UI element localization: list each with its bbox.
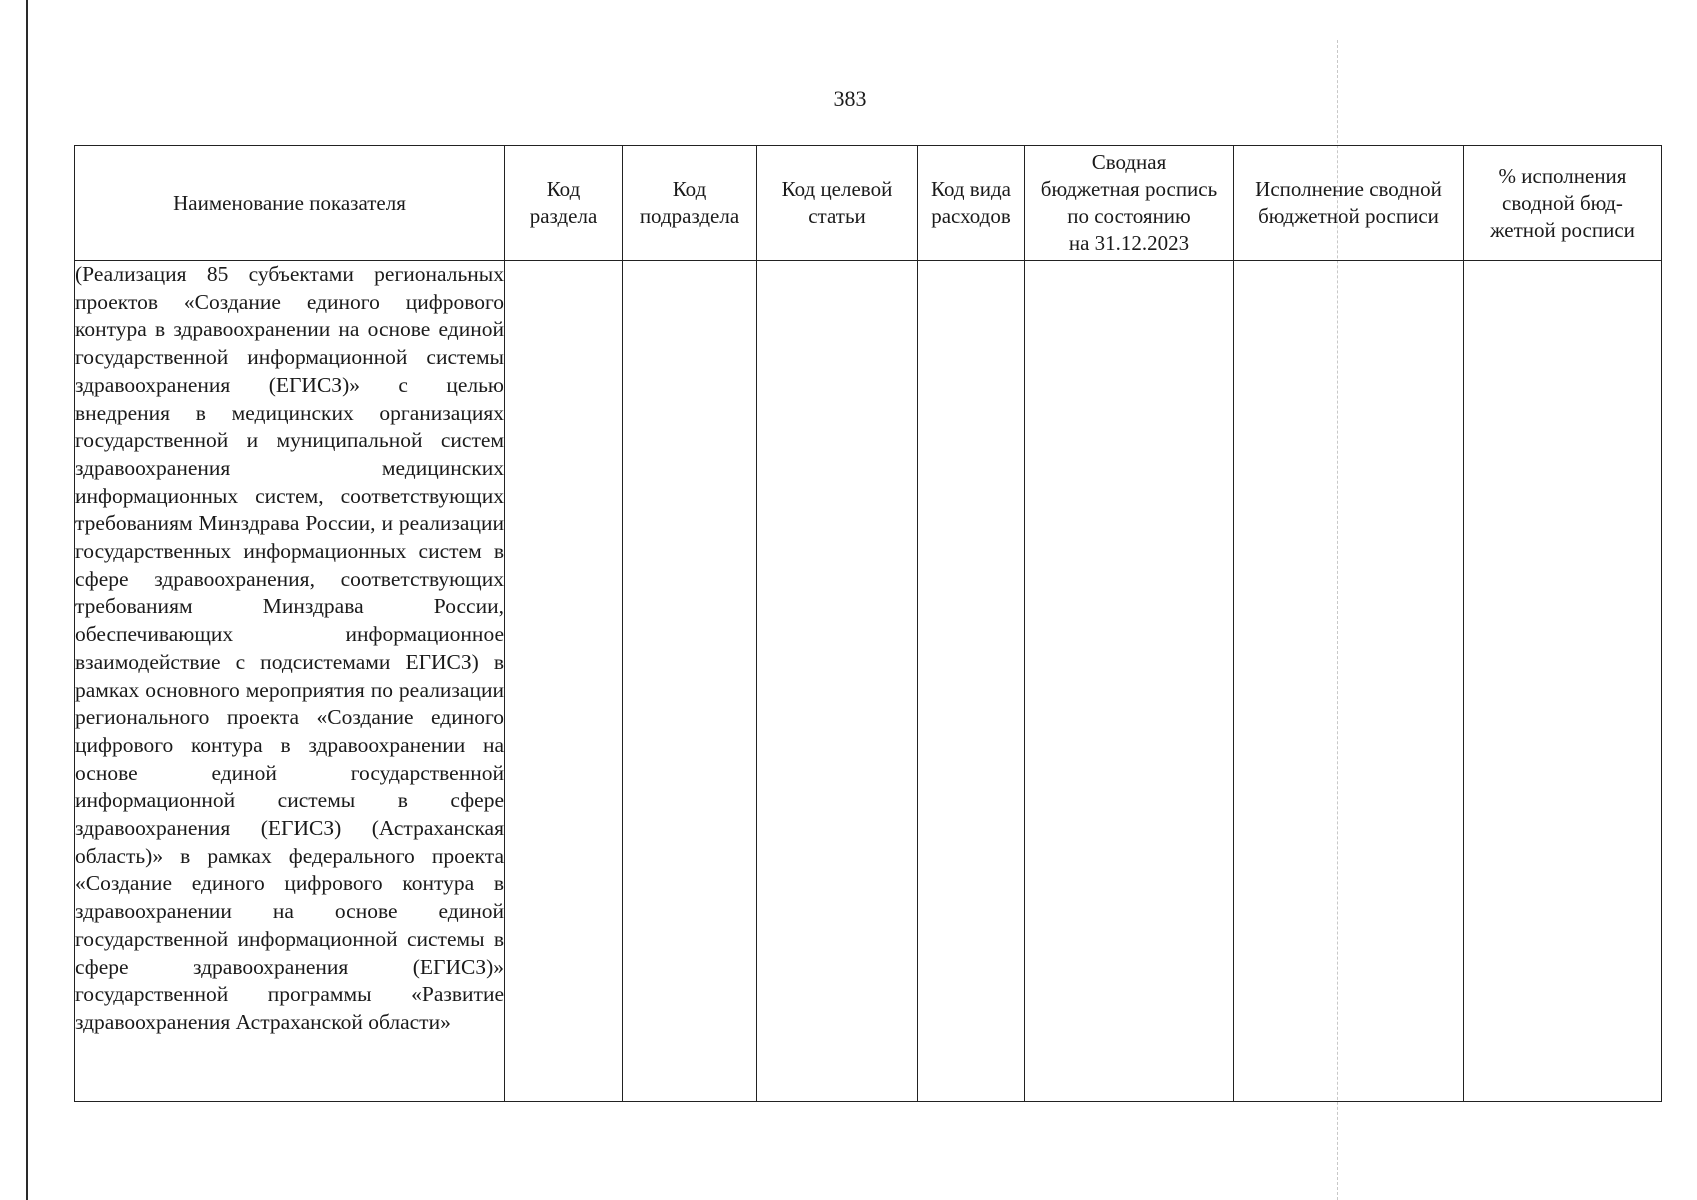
subsection-code-cell: [623, 261, 757, 1102]
header-target-article-code: Код целевой статьи: [757, 146, 918, 261]
header-budget-execution: Исполнение сводной бюджетной росписи: [1234, 146, 1464, 261]
header-expense-type-code: Код вида расходов: [918, 146, 1025, 261]
header-subsection-code: Код подраздела: [623, 146, 757, 261]
expense-type-code-cell: [918, 261, 1025, 1102]
header-execution-percent: % исполнения сводной бюд- жетной росписи: [1464, 146, 1662, 261]
execution-percent-cell: [1464, 261, 1662, 1102]
target-article-code-cell: [757, 261, 918, 1102]
binding-line: [26, 0, 28, 1200]
header-indicator-name: Наименование показателя: [75, 146, 505, 261]
table-header-row: [75, 146, 1662, 261]
budget-plan-cell: [1025, 261, 1234, 1102]
header-section-code: Код раздела: [505, 146, 623, 261]
section-code-cell: [505, 261, 623, 1102]
budget-execution-cell: [1234, 261, 1464, 1102]
budget-table: [74, 145, 1662, 1102]
header-budget-plan: Сводная бюджетная роспись по состоянию на 31.12.2023: [1025, 146, 1234, 261]
page-number: 383: [833, 86, 867, 111]
indicator-name-cell: (Реализация 85 субъектами региональных проектов «Создание единого цифрового контура в здравоохранении на основе единой государственной информационной системы здравоохранения (ЕГИСЗ)» с целью внедрения в медицинских организациях государственной и муниципальной систем здравоохранения медицинских информационных систем, соответствующих требованиям Минздрава России, и реализации государственных информационных систем в сфере здравоохранения, соответствующих требованиям Минздрава России, обеспечивающих информационное взаимодействие с подсистемами ЕГИСЗ) в рамках основного мероприятия по реализации регионального проекта «Создание единого цифрового контура в здравоохранении на основе единой государственной информационной системы в сфере здравоохранения (ЕГИСЗ) (Астраханская область)» в рамках федерального проекта «Создание единого цифрового контура в здравоохранении на основе единой государственной информационной системы в сфере здравоохранения (ЕГИСЗ)» государственной программы «Развитие здравоохранения Астраханской области»: [75, 261, 505, 1102]
table-row: [75, 261, 1662, 1102]
